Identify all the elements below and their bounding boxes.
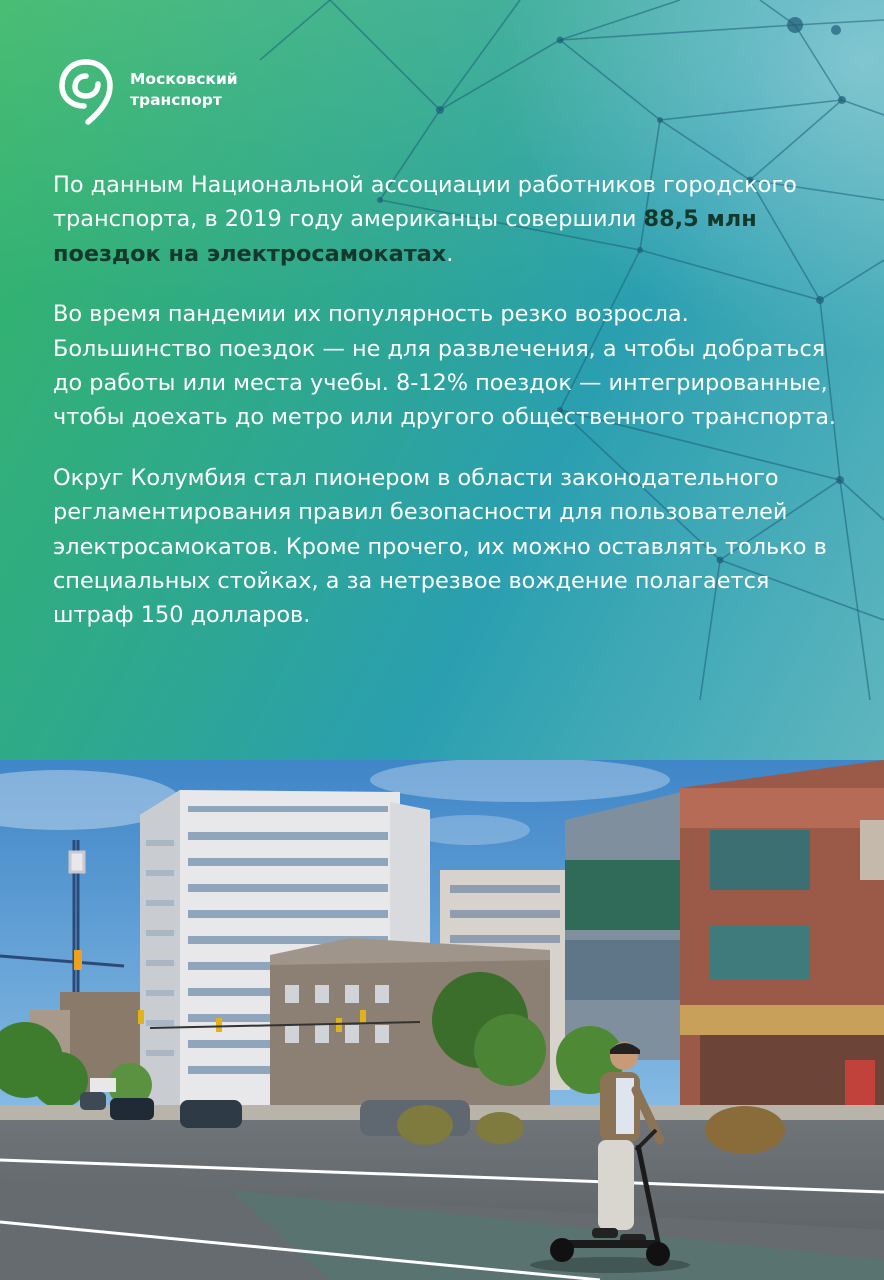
paragraph-1 [53, 168, 854, 271]
logo [56, 54, 238, 126]
paragraph-3: Округ Колумбия стал пионером в области законодательного регламентирования правил безопасности для пользователей электросамокатов. Кроме прочего, их можно оставлять только в специальных стойках, а за нетрезвое вождение полагается штраф 150 долларов. [53, 464, 827, 629]
street-photo [0, 760, 884, 1280]
paragraph-2: Во время пандемии их популярность резко возросла. Большинство поездок — не для развлечения, а чтобы добраться до работы или места учебы. 8-12% поездок — интегрированные, чтобы доехать до метро или другого общественного транспорта. [53, 301, 837, 431]
highlight-trips: 88,5 млн поездок на электросамокатах [53, 206, 757, 267]
glass-building [565, 790, 690, 1060]
logo-text [130, 69, 238, 111]
logo-text-line1: Московский [130, 70, 238, 88]
logo-text-line2: транспорт [130, 91, 222, 109]
paragraph-1-end: . [446, 240, 454, 267]
moscow-transport-logo-icon [56, 54, 118, 126]
brick-building [680, 760, 884, 1160]
paragraph-1-start: По данным Национальной ассоциации работников городского транспорта, в 2019 году американцы совершили [53, 172, 797, 233]
article-text [53, 168, 854, 659]
